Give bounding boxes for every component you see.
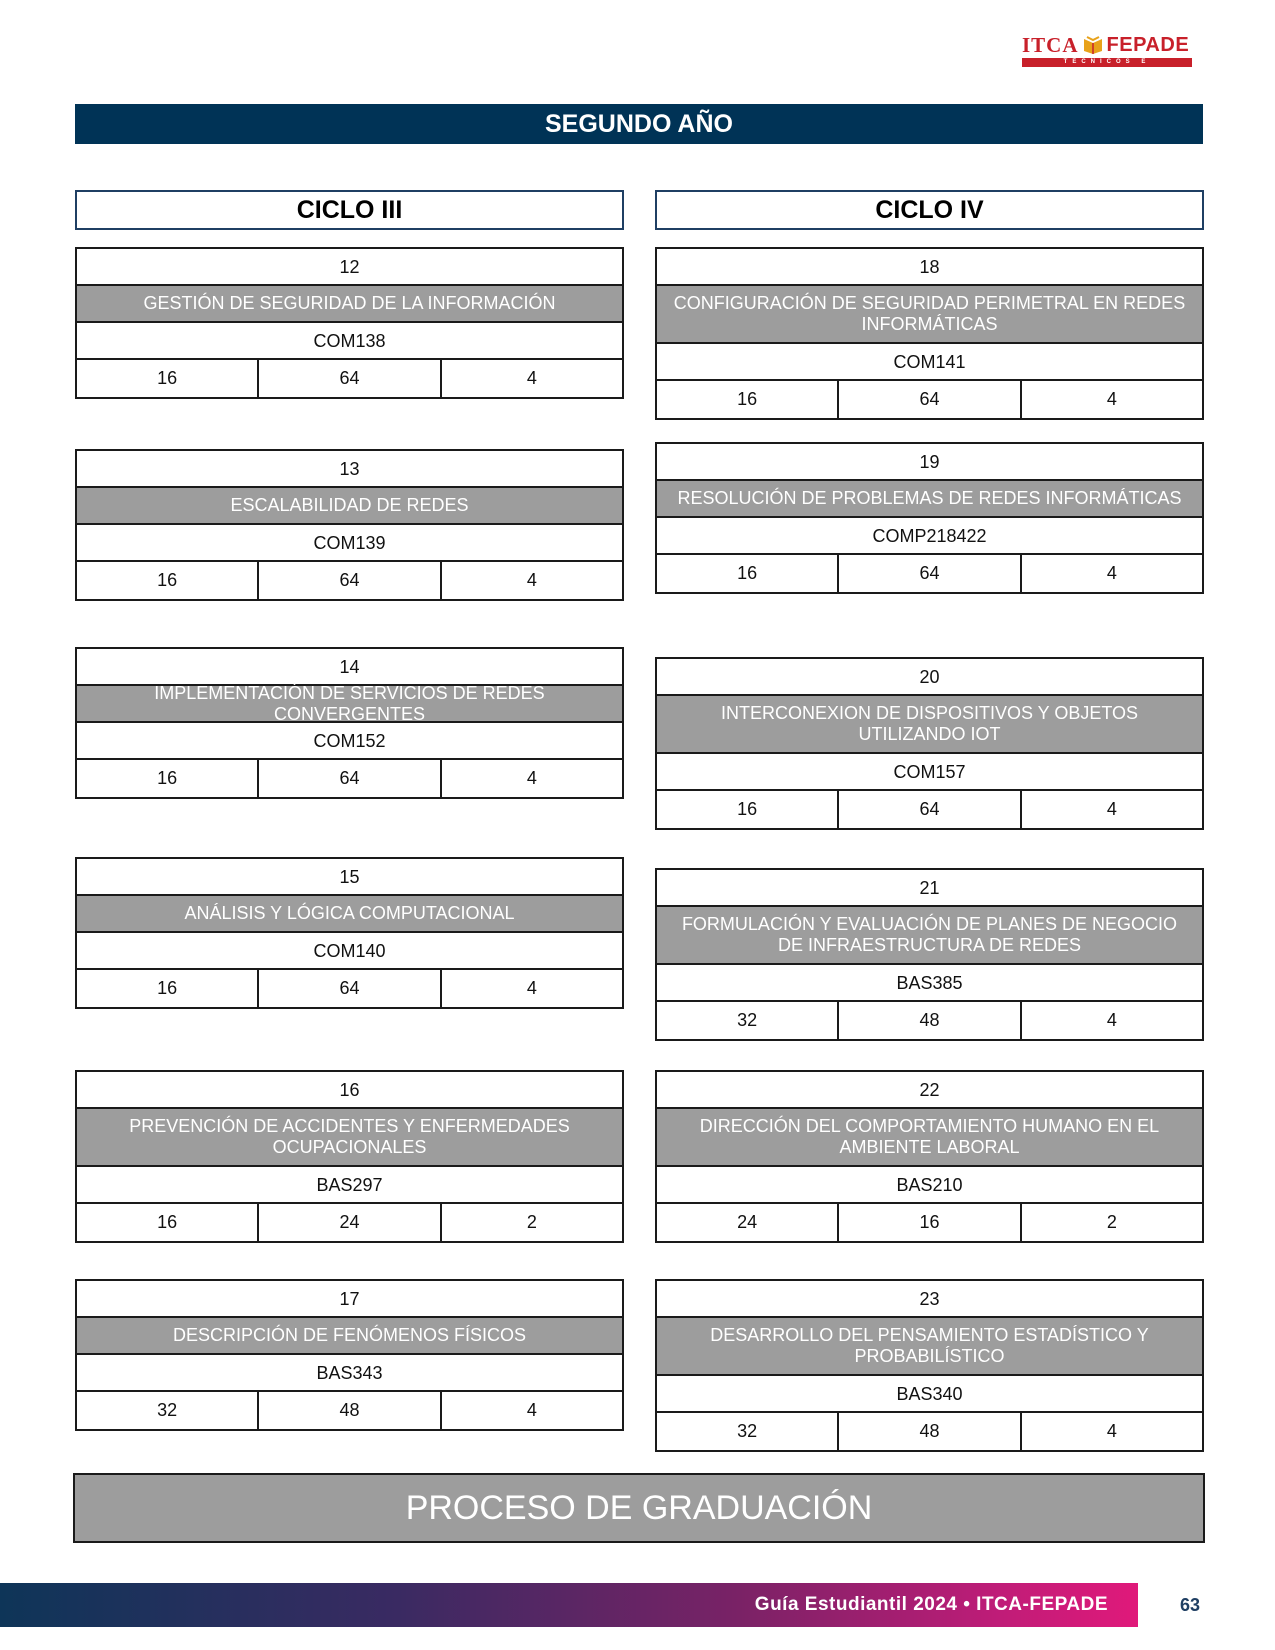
- course-number: 15: [77, 859, 622, 896]
- hours-cell: 16: [77, 760, 259, 797]
- course-number: 21: [657, 870, 1202, 907]
- course-name: DIRECCIÓN DEL COMPORTAMIENTO HUMANO EN EL AMBIENTE LABORAL: [657, 1109, 1202, 1167]
- course-card-17: [75, 1279, 624, 1431]
- hours-cell: 64: [259, 760, 441, 797]
- course-code: BAS210: [657, 1167, 1202, 1204]
- course-number: 22: [657, 1072, 1202, 1109]
- logo-itca-text: ITCA: [1022, 32, 1079, 57]
- logo-tagline: TÉCNICOS E INGENIEROS: [1022, 58, 1192, 67]
- hours-cell: 4: [1106, 799, 1117, 819]
- hours-cell: 16: [77, 1204, 259, 1241]
- course-card-14: [75, 647, 624, 799]
- hours-cell: 4: [1106, 389, 1117, 409]
- course-card-22: [655, 1070, 1204, 1243]
- course-code: COM140: [77, 933, 622, 970]
- hours-cell: 4: [526, 570, 537, 590]
- course-number: 18: [657, 249, 1202, 286]
- course-code: BAS297: [77, 1167, 622, 1204]
- course-card-19: [655, 442, 1204, 594]
- course-number: 23: [657, 1281, 1202, 1318]
- course-code: BAS343: [77, 1355, 622, 1392]
- hours-cell: 16: [657, 381, 839, 418]
- hours-cell: 48: [259, 1392, 441, 1429]
- course-name: PREVENCIÓN DE ACCIDENTES Y ENFERMEDADES OCUPACIONALES: [77, 1109, 622, 1167]
- hours-cell: 32: [657, 1002, 839, 1039]
- hours-cell: 32: [77, 1392, 259, 1429]
- hours-cell: 24: [259, 1204, 441, 1241]
- footer-text: Guía Estudiantil 2024 • ITCA-FEPADE: [754, 1594, 1108, 1615]
- hours-cell: 64: [259, 970, 441, 1007]
- course-card-23: [655, 1279, 1204, 1452]
- course-number: 16: [77, 1072, 622, 1109]
- course-number: 12: [77, 249, 622, 286]
- course-name: FORMULACIÓN Y EVALUACIÓN DE PLANES DE NEGOCIO DE INFRAESTRUCTURA DE REDES: [657, 907, 1202, 965]
- course-name: ANÁLISIS Y LÓGICA COMPUTACIONAL: [77, 896, 622, 933]
- hours-cell: 16: [77, 562, 259, 599]
- course-card-20: [655, 657, 1204, 830]
- course-hours: [657, 381, 1202, 418]
- hours-cell: 48: [839, 1413, 1021, 1450]
- course-hours: [657, 791, 1202, 828]
- hours-cell: 4: [526, 978, 537, 998]
- hours-cell: 64: [839, 791, 1021, 828]
- course-hours: [77, 760, 622, 797]
- hours-cell: 4: [1106, 1421, 1117, 1441]
- course-name: DESARROLLO DEL PENSAMIENTO ESTADÍSTICO Y PROBABILÍSTICO: [657, 1318, 1202, 1376]
- course-card-12: [75, 247, 624, 399]
- course-code: COM139: [77, 525, 622, 562]
- course-number: 14: [77, 649, 622, 686]
- hours-cell: 4: [526, 1400, 537, 1420]
- course-name: CONFIGURACIÓN DE SEGURIDAD PERIMETRAL EN REDES INFORMÁTICAS: [657, 286, 1202, 344]
- course-number: 17: [77, 1281, 622, 1318]
- hours-cell: 64: [839, 381, 1021, 418]
- course-number: 19: [657, 444, 1202, 481]
- course-hours: [77, 562, 622, 599]
- hours-cell: 16: [839, 1204, 1021, 1241]
- hours-cell: 4: [1106, 563, 1117, 583]
- course-code: COM138: [77, 323, 622, 360]
- course-code: BAS340: [657, 1376, 1202, 1413]
- hours-cell: 24: [657, 1204, 839, 1241]
- hours-cell: 48: [839, 1002, 1021, 1039]
- footer-bar: [0, 1583, 1138, 1627]
- page-number: 63: [1179, 1595, 1201, 1615]
- year-banner: [75, 104, 1203, 144]
- book-emblem-icon: [1082, 35, 1104, 55]
- cycle-iv-header: CICLO IV: [655, 190, 1204, 230]
- course-hours: [77, 360, 622, 397]
- course-card-15: [75, 857, 624, 1009]
- course-hours: [657, 1002, 1202, 1039]
- course-card-21: [655, 868, 1204, 1041]
- year-title: SEGUNDO AÑO: [545, 110, 733, 138]
- logo-fepade-text: FEPADE: [1106, 33, 1190, 56]
- course-name: RESOLUCIÓN DE PROBLEMAS DE REDES INFORMÁTICAS: [657, 481, 1202, 518]
- course-name: IMPLEMENTACIÓN DE SERVICIOS DE REDES CONVERGENTES: [77, 686, 622, 723]
- course-code: COM157: [657, 754, 1202, 791]
- course-hours: [77, 1204, 622, 1241]
- course-card-16: [75, 1070, 624, 1243]
- hours-cell: 64: [839, 555, 1021, 592]
- hours-cell: 4: [526, 768, 537, 788]
- hours-cell: 2: [526, 1212, 537, 1232]
- course-hours: [657, 555, 1202, 592]
- course-hours: [657, 1204, 1202, 1241]
- hours-cell: 64: [259, 562, 441, 599]
- hours-cell: 16: [77, 360, 259, 397]
- hours-cell: 16: [657, 791, 839, 828]
- course-name: GESTIÓN DE SEGURIDAD DE LA INFORMACIÓN: [77, 286, 622, 323]
- course-hours: [657, 1413, 1202, 1450]
- course-card-13: [75, 449, 624, 601]
- hours-cell: 64: [259, 360, 441, 397]
- course-hours: [77, 970, 622, 1007]
- course-name: ESCALABILIDAD DE REDES: [77, 488, 622, 525]
- graduation-process-box: PROCESO DE GRADUACIÓN: [73, 1473, 1205, 1543]
- course-name: INTERCONEXION DE DISPOSITIVOS Y OBJETOS UTILIZANDO IOT: [657, 696, 1202, 754]
- itca-fepade-logo: [1022, 32, 1202, 74]
- course-card-18: [655, 247, 1204, 420]
- course-name: DESCRIPCIÓN DE FENÓMENOS FÍSICOS: [77, 1318, 622, 1355]
- course-number: 13: [77, 451, 622, 488]
- hours-cell: 16: [657, 555, 839, 592]
- course-hours: [77, 1392, 622, 1429]
- course-code: COM141: [657, 344, 1202, 381]
- hours-cell: 2: [1106, 1212, 1117, 1232]
- course-number: 20: [657, 659, 1202, 696]
- hours-cell: 4: [526, 368, 537, 388]
- hours-cell: 16: [77, 970, 259, 1007]
- course-code: BAS385: [657, 965, 1202, 1002]
- course-code: COM152: [77, 723, 622, 760]
- hours-cell: 32: [657, 1413, 839, 1450]
- course-code: COMP218422: [657, 518, 1202, 555]
- cycle-iii-header: CICLO III: [75, 190, 624, 230]
- hours-cell: 4: [1106, 1010, 1117, 1030]
